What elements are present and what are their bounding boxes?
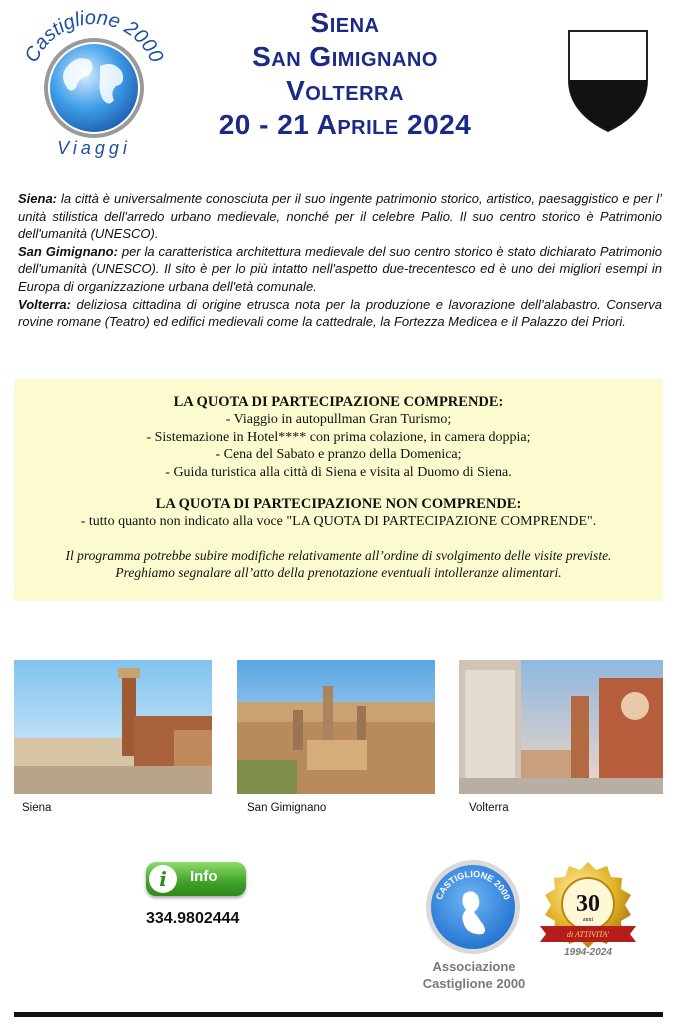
caption-volterra: Volterra [469, 802, 509, 814]
association-logo [424, 858, 522, 956]
photo-volterra [459, 660, 663, 794]
caption-siena: Siena [22, 802, 52, 814]
photo-siena [14, 660, 212, 794]
label-siena: Siena: [18, 191, 58, 206]
info-icon: i [149, 865, 177, 893]
association-name [404, 958, 544, 992]
text-siena: la città è universalmente conosciuta per il suo ingente patrimonio storico, artistico, paesaggistico e per l’ unità stilistica dell'arredo urbano medievale, nonché per il celebre Palio. Il suo centro storico è Patrimonio dell'umanità (UNESCO). [18, 191, 662, 242]
includes-item: - Cena del Sabato e pranzo della Domenica; [215, 447, 462, 462]
includes-heading: LA QUOTA DI PARTECIPAZIONE COMPRENDE: [173, 394, 504, 410]
photo-san-gimignano [237, 660, 435, 794]
logo-bottom-text: Viaggi [57, 138, 131, 158]
paragraph-volterra [18, 296, 662, 331]
excludes-text: - tutto quanto non indicato alla voce "LA QUOTA DI PARTECIPAZIONE COMPRENDE". [80, 514, 597, 529]
title-volterra: Volterra [286, 75, 404, 106]
bottom-divider [14, 1012, 663, 1017]
paragraph-san-gimignano [18, 243, 662, 296]
castiglione-viaggi-logo [14, 8, 174, 160]
title-date: 20 - 21 Aprile 2024 [218, 109, 472, 140]
intro-text [18, 190, 662, 331]
text-volterra: deliziosa cittadina di origine etrusca nota per la produzione e lavorazione dell’alabastro. Conserva rovine romane (Teatro) ed edifici medievali come la cattedrale, la Fortezza Medicea e il Palazzo dei Priori. [18, 296, 662, 330]
info-label: Info [190, 868, 218, 885]
badge-range: 1994-2024 [564, 947, 612, 958]
includes-item: - Sistemazione in Hotel**** con prima colazione, in camera doppia; [146, 429, 531, 445]
title-block [170, 6, 520, 142]
logo-arc-text: Castiglione 2000 [20, 8, 168, 66]
badge-ribbon-text: di ATTIVITA' [566, 930, 610, 939]
includes-item: - Guida turistica alla città di Siena e visita al Duomo di Siena. [165, 464, 512, 480]
excludes-heading: LA QUOTA DI PARTECIPAZIONE NON COMPRENDE: [155, 496, 522, 512]
badge-anni: anni [582, 917, 594, 923]
association-name-line2: Castiglione 2000 [422, 976, 526, 991]
quota-box [14, 379, 663, 601]
association-arc-text: CASTIGLIONE 2000 [433, 868, 513, 902]
includes-item: - Viaggio in autopullman Gran Turismo; [225, 412, 452, 427]
phone-number[interactable]: 334.9802444 [146, 910, 240, 927]
label-volterra: Volterra: [18, 296, 71, 312]
globe-icon [50, 44, 138, 132]
caption-san-gimignano: San Gimignano [247, 802, 327, 814]
title-siena: Siena [310, 7, 380, 38]
label-san-gimignano: San Gimignano: [18, 243, 118, 259]
title-san-gimignano: San Gimignano [252, 41, 438, 72]
note-intolerances: Preghiamo segnalare all’atto della prenotazione eventuali intolleranze alimentari. [115, 564, 562, 580]
siena-coat-of-arms-icon [566, 28, 650, 134]
badge-years: 30 [576, 891, 600, 917]
anniversary-badge [538, 860, 638, 958]
paragraph-siena [18, 190, 662, 243]
note-program: Il programma potrebbe subire modifiche relativamente all’ordine di svolgimento delle visite previste. [65, 547, 612, 563]
info-button[interactable] [146, 862, 246, 896]
association-name-line1: Associazione [432, 959, 516, 974]
text-san-gimignano: per la caratteristica architettura medievale del suo centro storico è stato dichiarato Patrimonio dell'umanità (UNESCO). Il sito è per lo più intatto nell'aspetto due-trecentesco ed è uno dei migliori esempi in Europa di organizzazione urbana dell'età comunale. [18, 243, 663, 294]
